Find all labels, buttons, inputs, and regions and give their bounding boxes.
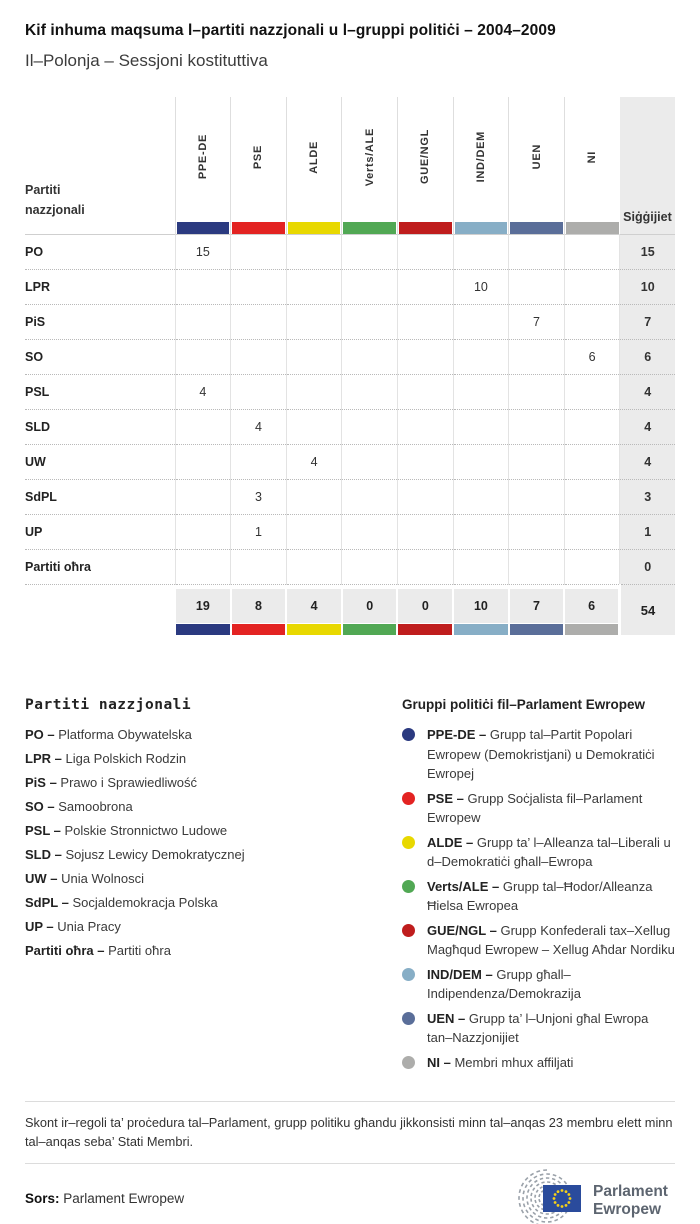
table-row xyxy=(25,340,675,375)
group-legend-text xyxy=(427,833,675,872)
seat-count-cell xyxy=(564,410,620,445)
party-legend-name: Samoobrona xyxy=(58,799,133,814)
totals-color-bar-row xyxy=(25,623,675,635)
group-column-header xyxy=(564,97,620,222)
seat-count-cell xyxy=(564,305,620,340)
group-legend-item xyxy=(402,965,675,1004)
group-color-bar-cell xyxy=(286,222,342,235)
column-total-value: 0 xyxy=(398,589,452,623)
group-legend-item xyxy=(402,1053,675,1073)
group-code-label: ALDE xyxy=(308,140,321,174)
group-color-dot xyxy=(402,1056,415,1069)
groups-legend-heading: Gruppi politiċi fil–Parlament Ewropew xyxy=(402,697,646,712)
table-row xyxy=(25,235,675,270)
seat-count-cell xyxy=(286,305,342,340)
group-column-header xyxy=(397,97,453,222)
party-legend-name: Partiti oħra xyxy=(108,943,171,958)
group-color-dot xyxy=(402,728,415,741)
group-color-bar-cell xyxy=(397,222,453,235)
table-row xyxy=(25,305,675,340)
party-legend-name: Polskie Stronnictwo Ludowe xyxy=(64,823,228,838)
seat-count-cell xyxy=(564,375,620,410)
group-color-dot xyxy=(402,968,415,981)
group-legend-item xyxy=(402,833,675,872)
row-header-cell xyxy=(25,97,175,235)
seat-count-cell xyxy=(231,270,287,305)
seat-count-cell: 4 xyxy=(231,410,287,445)
party-legend-abbr: UW – xyxy=(25,871,62,886)
party-legend-abbr: PSL – xyxy=(25,823,65,838)
group-code-label: IND/DEM xyxy=(474,131,487,183)
party-label: PiS xyxy=(25,305,175,340)
party-label: PO xyxy=(25,235,175,270)
party-legend-item xyxy=(25,943,402,958)
seat-count-cell xyxy=(509,480,565,515)
table-row xyxy=(25,410,675,445)
totals-spacer-cell xyxy=(25,585,175,624)
party-legend-name: Unia Wolnosci xyxy=(61,871,144,886)
seat-count-cell xyxy=(397,550,453,585)
party-label: UP xyxy=(25,515,175,550)
group-color-bar-cell xyxy=(175,222,231,235)
seat-count-cell xyxy=(509,445,565,480)
party-legend-abbr: PO – xyxy=(25,727,59,742)
group-legend-item xyxy=(402,877,675,916)
seat-count-cell: 6 xyxy=(564,340,620,375)
seat-count-cell xyxy=(342,305,398,340)
party-label: SO xyxy=(25,340,175,375)
party-legend-item xyxy=(25,895,402,910)
seat-count-cell xyxy=(342,270,398,305)
totals-color-bar-cell xyxy=(342,623,398,635)
seat-count-cell xyxy=(453,340,509,375)
footer xyxy=(0,1164,700,1224)
seat-count-cell xyxy=(286,480,342,515)
row-total-cell: 4 xyxy=(620,410,675,445)
party-legend-name: Liga Polskich Rodzin xyxy=(65,751,187,766)
seat-count-cell xyxy=(342,480,398,515)
seat-count-cell xyxy=(342,375,398,410)
group-color-bar xyxy=(455,222,508,234)
group-color-bar xyxy=(232,222,285,234)
seat-count-cell xyxy=(453,550,509,585)
seat-count-cell xyxy=(397,445,453,480)
group-code-label: NI xyxy=(586,151,599,164)
seat-count-cell xyxy=(564,270,620,305)
row-total-cell: 10 xyxy=(620,270,675,305)
party-legend-item xyxy=(25,775,402,790)
group-legend-text xyxy=(427,1009,675,1048)
group-legend-desc: Grupp Konfederali tax–Xellug Magħqud Ewropew – Xellug Aħdar Nordiku xyxy=(427,922,675,957)
seat-count-cell xyxy=(453,445,509,480)
group-legend-abbr: IND/DEM – xyxy=(427,966,497,982)
seat-count-cell xyxy=(286,270,342,305)
source-text xyxy=(25,1191,184,1206)
group-legend-desc: Membri mhux affiljati xyxy=(454,1054,574,1070)
seat-count-cell xyxy=(342,515,398,550)
group-legend-abbr: NI – xyxy=(427,1054,455,1070)
table-row xyxy=(25,445,675,480)
party-legend-abbr: SdPL – xyxy=(25,895,73,910)
seat-count-cell xyxy=(231,340,287,375)
group-legend-desc: Grupp għall–Indipendenza/Demokrazija xyxy=(427,966,581,1001)
group-color-bar-cell xyxy=(342,222,398,235)
totals-bar-spacer xyxy=(25,623,175,635)
seat-count-cell xyxy=(342,340,398,375)
column-total-value: 19 xyxy=(176,589,230,623)
seat-count-cell: 3 xyxy=(231,480,287,515)
group-legend-desc: Grupp tal–Partit Popolari Ewropew (Demokristjani) u Demokratiċi Ewropej xyxy=(427,727,655,781)
group-color-bar-cell xyxy=(564,222,620,235)
source-label: Sors: xyxy=(25,1190,60,1206)
table-row xyxy=(25,480,675,515)
seat-count-cell xyxy=(175,480,231,515)
row-total-cell: 1 xyxy=(620,515,675,550)
seat-count-cell xyxy=(286,550,342,585)
logo-text-line1: Parlament xyxy=(593,1183,668,1200)
seat-count-cell xyxy=(286,515,342,550)
totals-color-bar-cell xyxy=(453,623,509,635)
group-color-bar xyxy=(288,222,341,234)
group-color-bar xyxy=(510,222,563,234)
group-code-label: Verts/ALE xyxy=(363,127,376,187)
seat-count-cell xyxy=(175,550,231,585)
group-column-header xyxy=(175,97,231,222)
seat-count-cell xyxy=(453,305,509,340)
column-total-value: 8 xyxy=(232,589,286,623)
party-legend-item xyxy=(25,799,402,814)
group-legend-abbr: Verts/ALE – xyxy=(427,878,503,894)
seat-count-cell xyxy=(509,375,565,410)
group-legend-text xyxy=(427,789,675,828)
group-legend-item xyxy=(402,725,675,784)
totals-row xyxy=(25,585,675,624)
group-color-bar-cell xyxy=(509,222,565,235)
group-color-dot xyxy=(402,1012,415,1025)
totals-color-bar xyxy=(565,624,618,635)
seat-count-cell xyxy=(564,445,620,480)
seat-count-cell xyxy=(286,235,342,270)
procedure-note: Skont ir–regoli ta’ proċedura tal–Parlament, grupp politiku għandu jikkonsisti minn tal–anqas 23 membru elett minn tal–anqas seba’ Stati Membri. xyxy=(25,1115,673,1149)
row-total-cell: 3 xyxy=(620,480,675,515)
seats-column-header xyxy=(620,97,675,235)
seat-count-cell xyxy=(175,445,231,480)
group-color-dot xyxy=(402,836,415,849)
group-legend-abbr: PPE-DE – xyxy=(427,727,490,742)
eu-flag xyxy=(543,1185,581,1212)
column-total-value: 0 xyxy=(343,589,397,623)
totals-color-bar xyxy=(343,624,397,635)
column-total-value: 6 xyxy=(565,589,618,623)
seat-count-cell xyxy=(175,515,231,550)
party-legend-abbr: Partiti oħra – xyxy=(25,943,109,958)
seat-count-cell xyxy=(231,550,287,585)
party-legend-item xyxy=(25,871,402,886)
party-label: UW xyxy=(25,445,175,480)
parliament-hemicycle-icon xyxy=(505,1172,675,1224)
column-total-cell xyxy=(342,585,398,624)
column-total-cell xyxy=(286,585,342,624)
totals-color-bar xyxy=(454,624,508,635)
group-legend-abbr: GUE/NGL – xyxy=(427,922,501,938)
seat-count-cell xyxy=(231,235,287,270)
totals-color-bar xyxy=(510,624,564,635)
group-color-dot xyxy=(402,792,415,805)
seat-count-cell xyxy=(175,305,231,340)
source-value: Parlament Ewropew xyxy=(63,1190,185,1206)
seat-count-cell xyxy=(342,410,398,445)
group-legend-text xyxy=(427,877,675,916)
group-legend-abbr: ALDE – xyxy=(427,834,477,850)
table-row xyxy=(25,270,675,305)
group-column-header xyxy=(509,97,565,222)
group-color-bar xyxy=(399,222,452,234)
column-total-value: 7 xyxy=(510,589,564,623)
seat-count-cell xyxy=(509,550,565,585)
totals-color-bar xyxy=(398,624,452,635)
seat-count-cell xyxy=(509,235,565,270)
totals-color-bar-cell xyxy=(509,623,565,635)
totals-color-bar-cell xyxy=(231,623,287,635)
row-total-cell: 7 xyxy=(620,305,675,340)
party-legend-item xyxy=(25,751,402,766)
group-color-bar-cell xyxy=(231,222,287,235)
group-legend-text xyxy=(427,725,675,784)
row-total-cell: 6 xyxy=(620,340,675,375)
group-color-bar xyxy=(177,222,230,234)
seat-count-cell xyxy=(231,375,287,410)
party-label: Partiti oħra xyxy=(25,550,175,585)
party-label: SdPL xyxy=(25,480,175,515)
group-code-label: PSE xyxy=(252,144,265,170)
group-color-dot xyxy=(402,880,415,893)
seat-count-cell xyxy=(342,550,398,585)
political-groups-legend xyxy=(402,697,675,1077)
group-code-label: GUE/NGL xyxy=(419,129,432,185)
group-color-bar xyxy=(343,222,396,234)
seat-count-cell xyxy=(397,340,453,375)
seat-count-cell: 1 xyxy=(231,515,287,550)
totals-color-bar-cell xyxy=(175,623,231,635)
group-legend-desc: Grupp ta’ l–Unjoni għal Ewropa tan–Nazzjonijiet xyxy=(427,1010,649,1045)
party-legend-name: Prawo i Sprawiedliwość xyxy=(60,775,197,790)
seat-count-cell xyxy=(175,410,231,445)
party-legend-name: Sojusz Lewicy Demokratycznej xyxy=(65,847,245,862)
party-legend-name: Socjaldemokracja Polska xyxy=(72,895,218,910)
party-legend-abbr: UP – xyxy=(25,919,58,934)
group-legend-item xyxy=(402,1009,675,1048)
seat-count-cell xyxy=(397,515,453,550)
seat-count-cell xyxy=(231,305,287,340)
table-row xyxy=(25,550,675,585)
column-total-cell xyxy=(175,585,231,624)
seat-count-cell xyxy=(397,480,453,515)
group-legend-desc: Grupp ta’ l–Alleanza tal–Liberali u d–Demokratiċi għall–Ewropa xyxy=(427,834,671,869)
seat-count-cell xyxy=(397,235,453,270)
group-legend-text xyxy=(427,965,675,1004)
seat-distribution-table xyxy=(25,97,675,635)
party-legend-abbr: SLD – xyxy=(25,847,66,862)
party-legend-item xyxy=(25,847,402,862)
national-parties-legend xyxy=(25,697,402,1077)
seat-count-cell: 4 xyxy=(175,375,231,410)
group-column-header xyxy=(286,97,342,222)
table-row xyxy=(25,375,675,410)
group-legend-abbr: PSE – xyxy=(427,790,468,806)
seat-count-cell: 7 xyxy=(509,305,565,340)
legends-section xyxy=(25,697,675,1077)
party-label: SLD xyxy=(25,410,175,445)
group-legend-text xyxy=(427,1053,573,1073)
seat-count-cell xyxy=(175,340,231,375)
party-label: PSL xyxy=(25,375,175,410)
seat-count-cell xyxy=(564,235,620,270)
grand-total-cell: 54 xyxy=(620,585,675,636)
seat-count-cell xyxy=(564,515,620,550)
seat-count-cell xyxy=(509,340,565,375)
party-legend-item xyxy=(25,919,402,934)
seat-count-cell: 15 xyxy=(175,235,231,270)
row-total-cell: 0 xyxy=(620,550,675,585)
group-legend-desc: Grupp tal–Ħodor/Alleanza Ħielsa Ewropea xyxy=(427,878,653,913)
column-total-value: 4 xyxy=(287,589,341,623)
seat-count-cell xyxy=(286,340,342,375)
seat-count-cell xyxy=(397,375,453,410)
group-column-header xyxy=(342,97,398,222)
party-legend-item xyxy=(25,727,402,742)
logo-text-line2: Ewropew xyxy=(593,1201,662,1218)
group-column-header xyxy=(231,97,287,222)
seat-count-cell xyxy=(175,270,231,305)
seat-count-cell xyxy=(509,410,565,445)
seat-count-cell xyxy=(453,375,509,410)
seat-count-cell xyxy=(509,515,565,550)
party-legend-abbr: PiS – xyxy=(25,775,61,790)
seat-count-cell xyxy=(453,480,509,515)
row-total-cell: 15 xyxy=(620,235,675,270)
row-header-label: Partiti nazzjonali xyxy=(25,183,85,217)
group-color-bar xyxy=(566,222,619,234)
column-total-cell xyxy=(564,585,620,624)
seat-count-cell xyxy=(342,235,398,270)
table-header-row xyxy=(25,97,675,222)
totals-color-bar xyxy=(232,624,286,635)
group-code-label: PPE-DE xyxy=(196,134,209,180)
seat-count-cell: 4 xyxy=(286,445,342,480)
party-legend-abbr: SO – xyxy=(25,799,59,814)
seat-count-cell xyxy=(509,270,565,305)
seat-count-cell xyxy=(397,410,453,445)
totals-color-bar xyxy=(287,624,341,635)
parties-legend-heading: Partiti nazzjonali xyxy=(25,697,192,713)
seat-count-cell xyxy=(342,445,398,480)
seat-count-cell xyxy=(286,410,342,445)
page-subtitle: Il–Polonja – Sessjoni kostituttiva xyxy=(25,51,268,70)
party-legend-abbr: LPR – xyxy=(25,751,66,766)
group-color-bar-cell xyxy=(453,222,509,235)
row-total-cell: 4 xyxy=(620,375,675,410)
group-legend-text xyxy=(427,921,675,960)
european-parliament-logo xyxy=(505,1172,675,1224)
group-code-label: UEN xyxy=(530,144,543,170)
seat-count-cell xyxy=(397,270,453,305)
table-row xyxy=(25,515,675,550)
seat-count-cell xyxy=(286,375,342,410)
column-total-cell xyxy=(453,585,509,624)
group-color-dot xyxy=(402,924,415,937)
seat-count-cell xyxy=(453,235,509,270)
group-legend-item xyxy=(402,921,675,960)
column-total-value: 10 xyxy=(454,589,508,623)
seat-count-cell xyxy=(231,445,287,480)
group-legend-desc: Grupp Soċjalista fil–Parlament Ewropew xyxy=(427,790,643,825)
column-total-cell xyxy=(397,585,453,624)
party-legend-name: Unia Pracy xyxy=(57,919,121,934)
seat-count-cell xyxy=(453,515,509,550)
seats-column-label: Siġġijiet xyxy=(623,210,672,224)
totals-color-bar xyxy=(176,624,230,635)
seat-count-cell xyxy=(397,305,453,340)
party-label: LPR xyxy=(25,270,175,305)
seat-count-cell xyxy=(453,410,509,445)
page-title: Kif inhuma maqsuma l–partiti nazzjonali u l–gruppi politiċi – 2004–2009 xyxy=(25,22,556,39)
group-legend-item xyxy=(402,789,675,828)
column-total-cell xyxy=(231,585,287,624)
totals-color-bar-cell xyxy=(286,623,342,635)
column-total-cell xyxy=(509,585,565,624)
group-column-header xyxy=(453,97,509,222)
seat-count-cell: 10 xyxy=(453,270,509,305)
party-legend-name: Platforma Obywatelska xyxy=(58,727,192,742)
seat-count-cell xyxy=(564,480,620,515)
totals-color-bar-cell xyxy=(564,623,620,635)
row-total-cell: 4 xyxy=(620,445,675,480)
party-legend-item xyxy=(25,823,402,838)
group-legend-abbr: UEN – xyxy=(427,1010,469,1026)
seat-count-cell xyxy=(564,550,620,585)
totals-color-bar-cell xyxy=(397,623,453,635)
